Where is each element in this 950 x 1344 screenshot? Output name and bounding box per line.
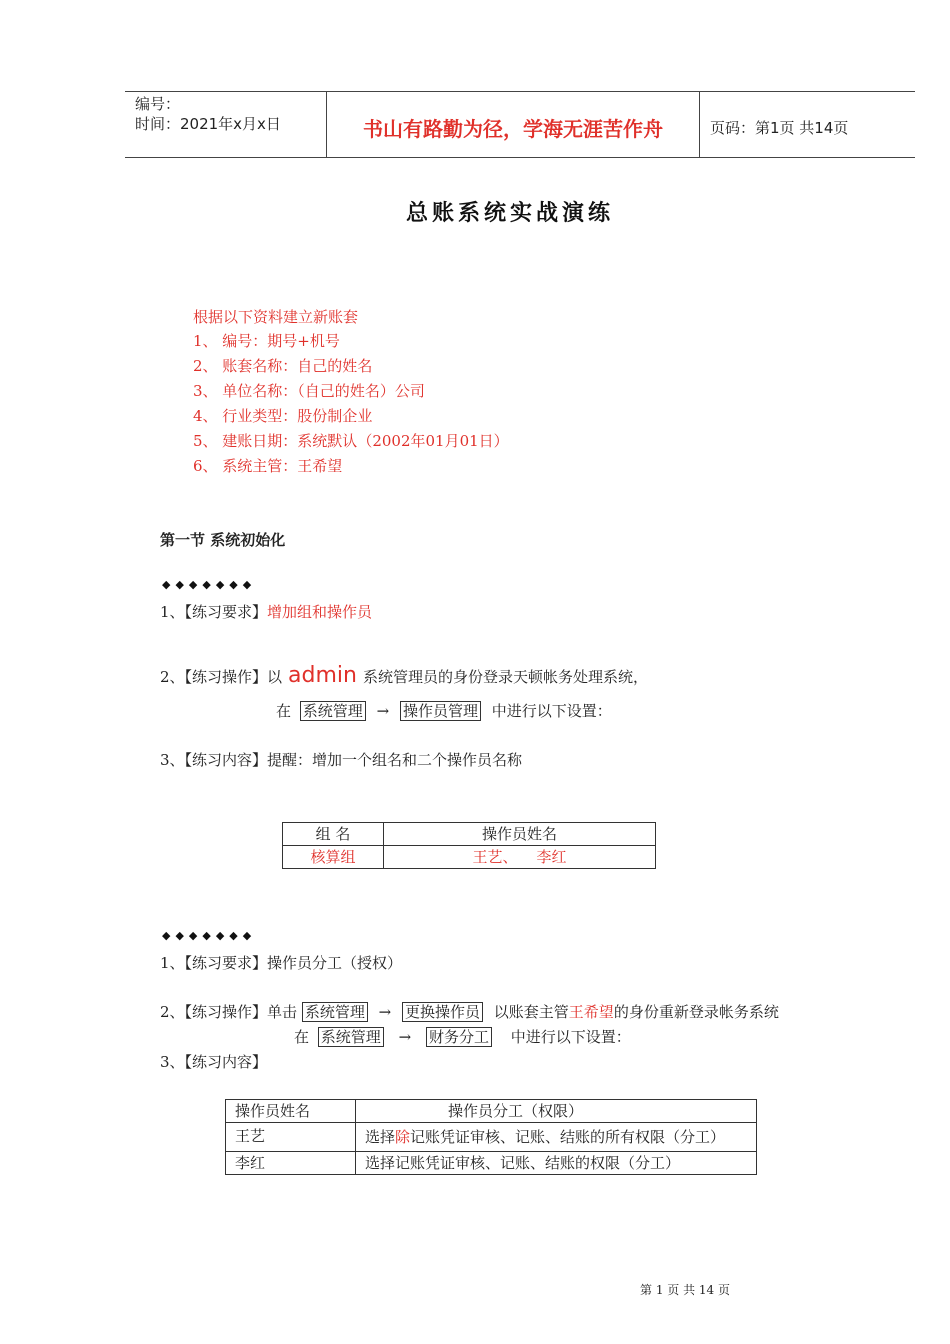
perm-table-cell-name-1: 王艺 xyxy=(226,1123,356,1152)
s2-op2-box2: 财务分工 xyxy=(426,1027,492,1047)
s2-op-box1: 系统管理 xyxy=(302,1002,368,1022)
header-divider-right xyxy=(699,91,700,158)
intro-item-6: 6、 系统主管：王希望 xyxy=(193,457,343,475)
intro-item-4: 4、 行业类型：股份制企业 xyxy=(193,407,373,425)
s2-op-box2: 更换操作员 xyxy=(402,1002,483,1022)
s2-op2-in: 在 xyxy=(294,1028,310,1046)
s2-content-prefix: 3、【练习内容】 xyxy=(160,1053,268,1071)
s1-operation-path xyxy=(276,701,612,721)
s1-content xyxy=(160,750,522,770)
intro-item-5: 5、 建账日期：系统默认（2002年01月01日） xyxy=(193,432,509,450)
s1-req-text: 增加组和操作员 xyxy=(267,603,373,621)
s2-req-text: 操作员分工（授权） xyxy=(267,954,403,972)
perm-duty-1-pre: 选择 xyxy=(365,1128,396,1146)
perm-table-cell-duty-1 xyxy=(356,1123,757,1152)
s1-op-admin: admin xyxy=(288,663,357,688)
perm-table-cell-name-2: 李红 xyxy=(226,1152,356,1175)
group-table-header-group: 组 名 xyxy=(283,823,384,846)
header-motto: 书山有路勤为径，学海无涯苦作舟 xyxy=(363,117,663,141)
s2-requirement xyxy=(160,953,402,973)
s1-operation xyxy=(160,662,648,691)
s2-op-name: 王希望 xyxy=(568,1003,614,1021)
s1-content-text: 提醒：增加一个组名和二个操作员名称 xyxy=(267,751,523,769)
s1-op2-box2: 操作员管理 xyxy=(400,701,481,721)
s1-op-prefix: 2、【练习操作】以 xyxy=(160,668,283,686)
s2-op-arrow: → xyxy=(378,1003,392,1021)
group-table xyxy=(282,822,656,869)
page-title: 总账系统实战演练 xyxy=(405,201,614,226)
section1-diamonds: ◆◆◆◆◆◆◆ xyxy=(162,578,257,591)
s2-op2-arrow: → xyxy=(398,1028,412,1046)
page-footer: 第 1 页 共 14 页 xyxy=(640,1283,730,1297)
s1-content-prefix: 3、【练习内容】 xyxy=(160,751,268,769)
s2-op2-tail: 中进行以下设置： xyxy=(510,1028,631,1046)
intro-item-2: 2、 账套名称：自己的姓名 xyxy=(193,357,373,375)
intro-item-1: 1、 编号：期号+机号 xyxy=(193,332,340,350)
permission-table xyxy=(225,1099,757,1175)
s1-op2-arrow: → xyxy=(376,702,390,720)
s1-requirement xyxy=(160,602,372,622)
perm-duty-1-red: 除 xyxy=(395,1128,411,1146)
header-bottom-rule xyxy=(125,157,915,158)
intro-heading: 根据以下资料建立新账套 xyxy=(193,308,359,326)
section2-diamonds: ◆◆◆◆◆◆◆ xyxy=(162,929,257,942)
group-table-cell-operators: 王艺、 李红 xyxy=(384,846,656,869)
perm-table-header-name: 操作员姓名 xyxy=(226,1100,356,1123)
section-title: 第一节 系统初始化 xyxy=(160,531,286,549)
header-top-rule xyxy=(125,91,915,92)
s2-content xyxy=(160,1052,267,1072)
perm-table-header-duty: 操作员分工（权限） xyxy=(356,1100,757,1123)
header-page-label: 页码：第1页 共14页 xyxy=(710,119,849,137)
group-table-header-operator: 操作员姓名 xyxy=(384,823,656,846)
perm-table-cell-duty-2: 选择记账凭证审核、记账、结账的权限（分工） xyxy=(356,1152,757,1175)
s1-op2-in: 在 xyxy=(276,702,292,720)
s1-op-text: 系统管理员的身份登录天顿帐务处理系统， xyxy=(362,668,648,686)
s2-operation-path xyxy=(294,1027,631,1047)
header-number-label: 编号： xyxy=(135,95,181,113)
s1-op2-tail: 中进行以下设置： xyxy=(491,702,612,720)
perm-duty-1-post: 记账凭证审核、记账、结账的所有权限（分工） xyxy=(410,1128,726,1146)
s2-op-tail: 的身份重新登录帐务系统 xyxy=(613,1003,779,1021)
intro-item-3: 3、 单位名称：（自己的姓名）公司 xyxy=(193,382,425,400)
s2-op-prefix: 2、【练习操作】单击 xyxy=(160,1003,298,1021)
s2-op2-box1: 系统管理 xyxy=(318,1027,384,1047)
s2-op-mid: 以账套主管 xyxy=(493,1003,569,1021)
header-time-label: 时间：2021年x月x日 xyxy=(135,115,281,133)
group-table-cell-group: 核算组 xyxy=(283,846,384,869)
s2-operation xyxy=(160,1002,779,1022)
s1-req-prefix: 1、【练习要求】 xyxy=(160,603,268,621)
s2-req-prefix: 1、【练习要求】 xyxy=(160,954,268,972)
s1-op2-box1: 系统管理 xyxy=(300,701,366,721)
